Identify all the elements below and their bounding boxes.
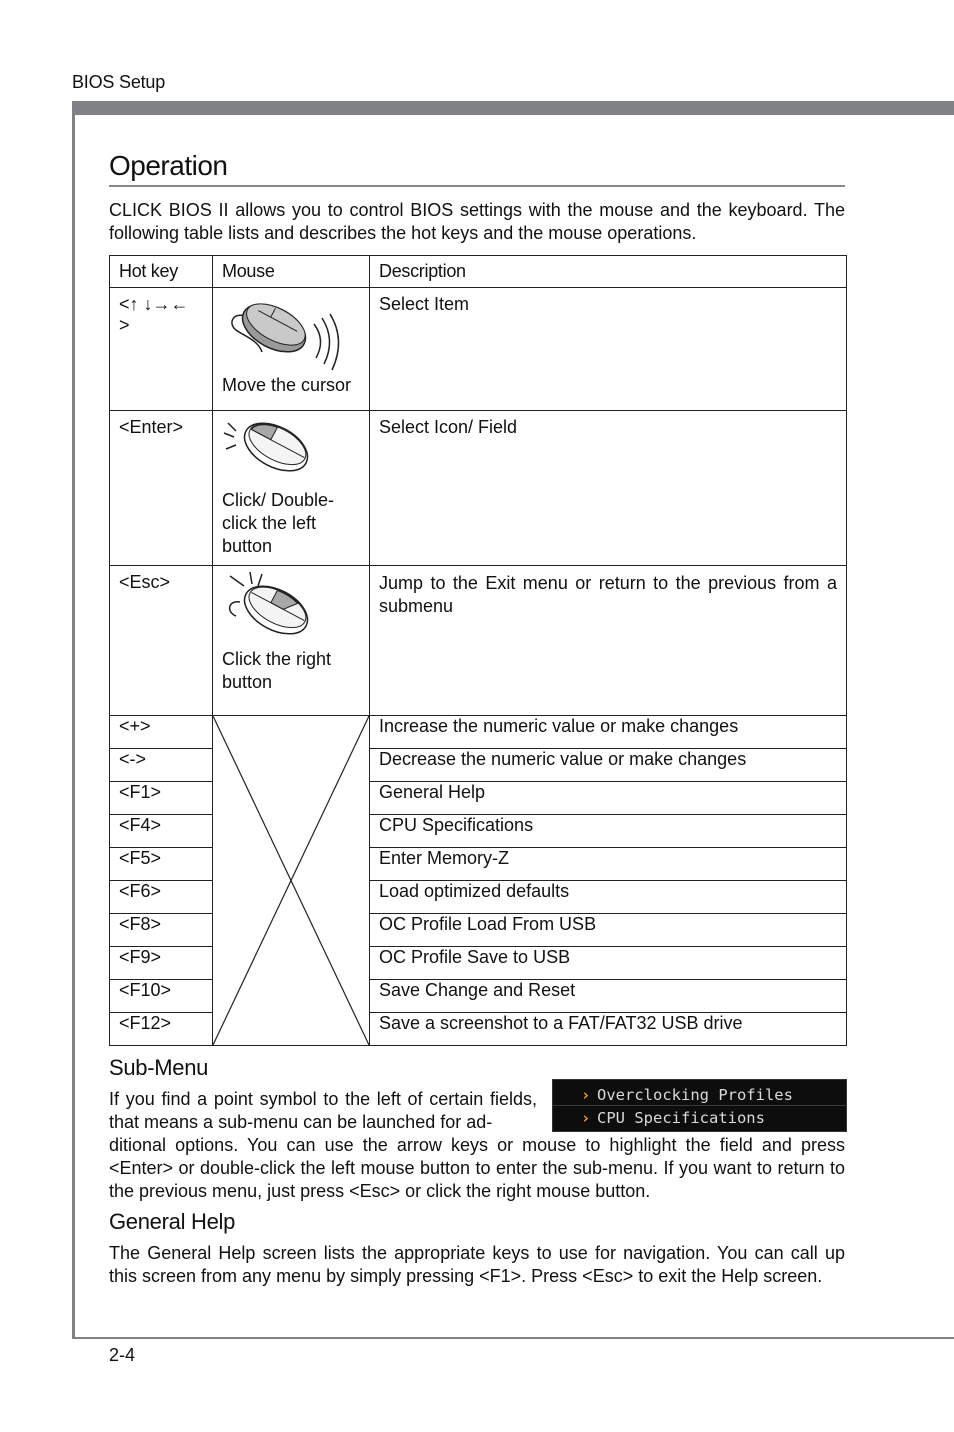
header-description: Description — [370, 256, 847, 288]
hotkey-cell: <Esc> — [110, 566, 213, 716]
description-cell: Save a screenshot to a FAT/FAT32 USB drive — [370, 1013, 847, 1046]
table-row — [110, 716, 847, 749]
no-mouse-cell — [213, 716, 370, 1046]
hotkey-cell: <F9> — [110, 947, 213, 980]
chevron-right-icon: › — [581, 1086, 591, 1104]
hotkey-cell: <F8> — [110, 914, 213, 947]
hotkey-cell: <↑ ↓→← > — [110, 288, 213, 411]
mouse-left-click-icon — [222, 417, 322, 479]
description-cell — [370, 566, 847, 716]
mouse-caption: Click the right button — [222, 649, 332, 692]
general-help-title: General Help — [109, 1209, 236, 1234]
table-header-row — [110, 256, 847, 288]
submenu-title: Sub-Menu — [109, 1055, 209, 1080]
submenu-example-label: Overclocking Profiles — [597, 1086, 793, 1104]
hotkey-cell: <F5> — [110, 848, 213, 881]
mouse-cell — [213, 566, 370, 716]
hotkey-table — [109, 255, 847, 1046]
description-cell: Increase the numeric value or make changes — [370, 716, 847, 749]
operation-title: Operation — [109, 150, 845, 187]
mouse-caption: Move the cursor — [222, 375, 352, 395]
description-text: Jump to the Exit menu or return to the previous from a submenu — [379, 573, 837, 616]
submenu-example-item — [553, 1084, 846, 1106]
description-cell: CPU Specifications — [370, 815, 847, 848]
hotkey-cell: <F10> — [110, 980, 213, 1013]
description-cell: Load optimized defaults — [370, 881, 847, 914]
hotkey-cell: <F12> — [110, 1013, 213, 1046]
hotkey-cell: <F6> — [110, 881, 213, 914]
hotkey-cell: <+> — [110, 716, 213, 749]
mouse-caption: Click/ Double-click the left button — [222, 490, 335, 556]
submenu-text-part2: ditional options. You can use the arrow keys or mouse to highlight the field and press <Enter> or double-click the left mouse button to enter the sub-menu. If you want to return to the previous menu, just press <Esc> or click the right mouse button. — [109, 1135, 845, 1201]
mouse-cell — [213, 288, 370, 411]
mouse-cell — [213, 411, 370, 566]
table-row — [110, 288, 847, 411]
hotkey-cell: <F1> — [110, 782, 213, 815]
mouse-move-icon — [222, 294, 352, 374]
left-margin-rule — [72, 101, 75, 1339]
general-help-text: The General Help screen lists the appropriate keys to use for navigation. You can call up this screen from any menu by simply pressing <F1>. Press <Esc> to exit the Help screen. — [109, 1243, 845, 1286]
header-hotkey: Hot key — [110, 256, 213, 288]
chevron-right-icon: › — [581, 1109, 591, 1127]
submenu-example-item — [553, 1107, 846, 1129]
description-cell: Save Change and Reset — [370, 980, 847, 1013]
submenu-text-part1: If you find a point symbol to the left of certain fields, that means a sub-menu can be launched for ad- — [109, 1089, 537, 1132]
description-cell: Enter Memory-Z — [370, 848, 847, 881]
description-cell: General Help — [370, 782, 847, 815]
table-row — [110, 411, 847, 566]
description-cell: Decrease the numeric value or make changes — [370, 749, 847, 782]
header-mouse: Mouse — [213, 256, 370, 288]
mouse-right-click-icon — [222, 572, 322, 642]
description-cell: Select Icon/ Field — [370, 411, 847, 566]
header-rule — [72, 101, 954, 115]
hotkey-cell: <F4> — [110, 815, 213, 848]
hotkey-cell: <-> — [110, 749, 213, 782]
submenu-example-label: CPU Specifications — [597, 1109, 765, 1127]
footer-rule — [72, 1337, 954, 1339]
table-row — [110, 566, 847, 716]
running-header: BIOS Setup — [72, 72, 166, 92]
submenu-example-screenshot — [552, 1079, 847, 1132]
page-number: 2-4 — [109, 1345, 136, 1365]
description-cell: Select Item — [370, 288, 847, 411]
hotkey-cell: <Enter> — [110, 411, 213, 566]
description-cell: OC Profile Save to USB — [370, 947, 847, 980]
not-applicable-cross — [213, 716, 369, 1045]
description-cell: OC Profile Load From USB — [370, 914, 847, 947]
operation-intro: CLICK BIOS II allows you to control BIOS settings with the mouse and the keyboard. The following table lists and describes the hot keys and the mouse operations. — [109, 200, 845, 243]
